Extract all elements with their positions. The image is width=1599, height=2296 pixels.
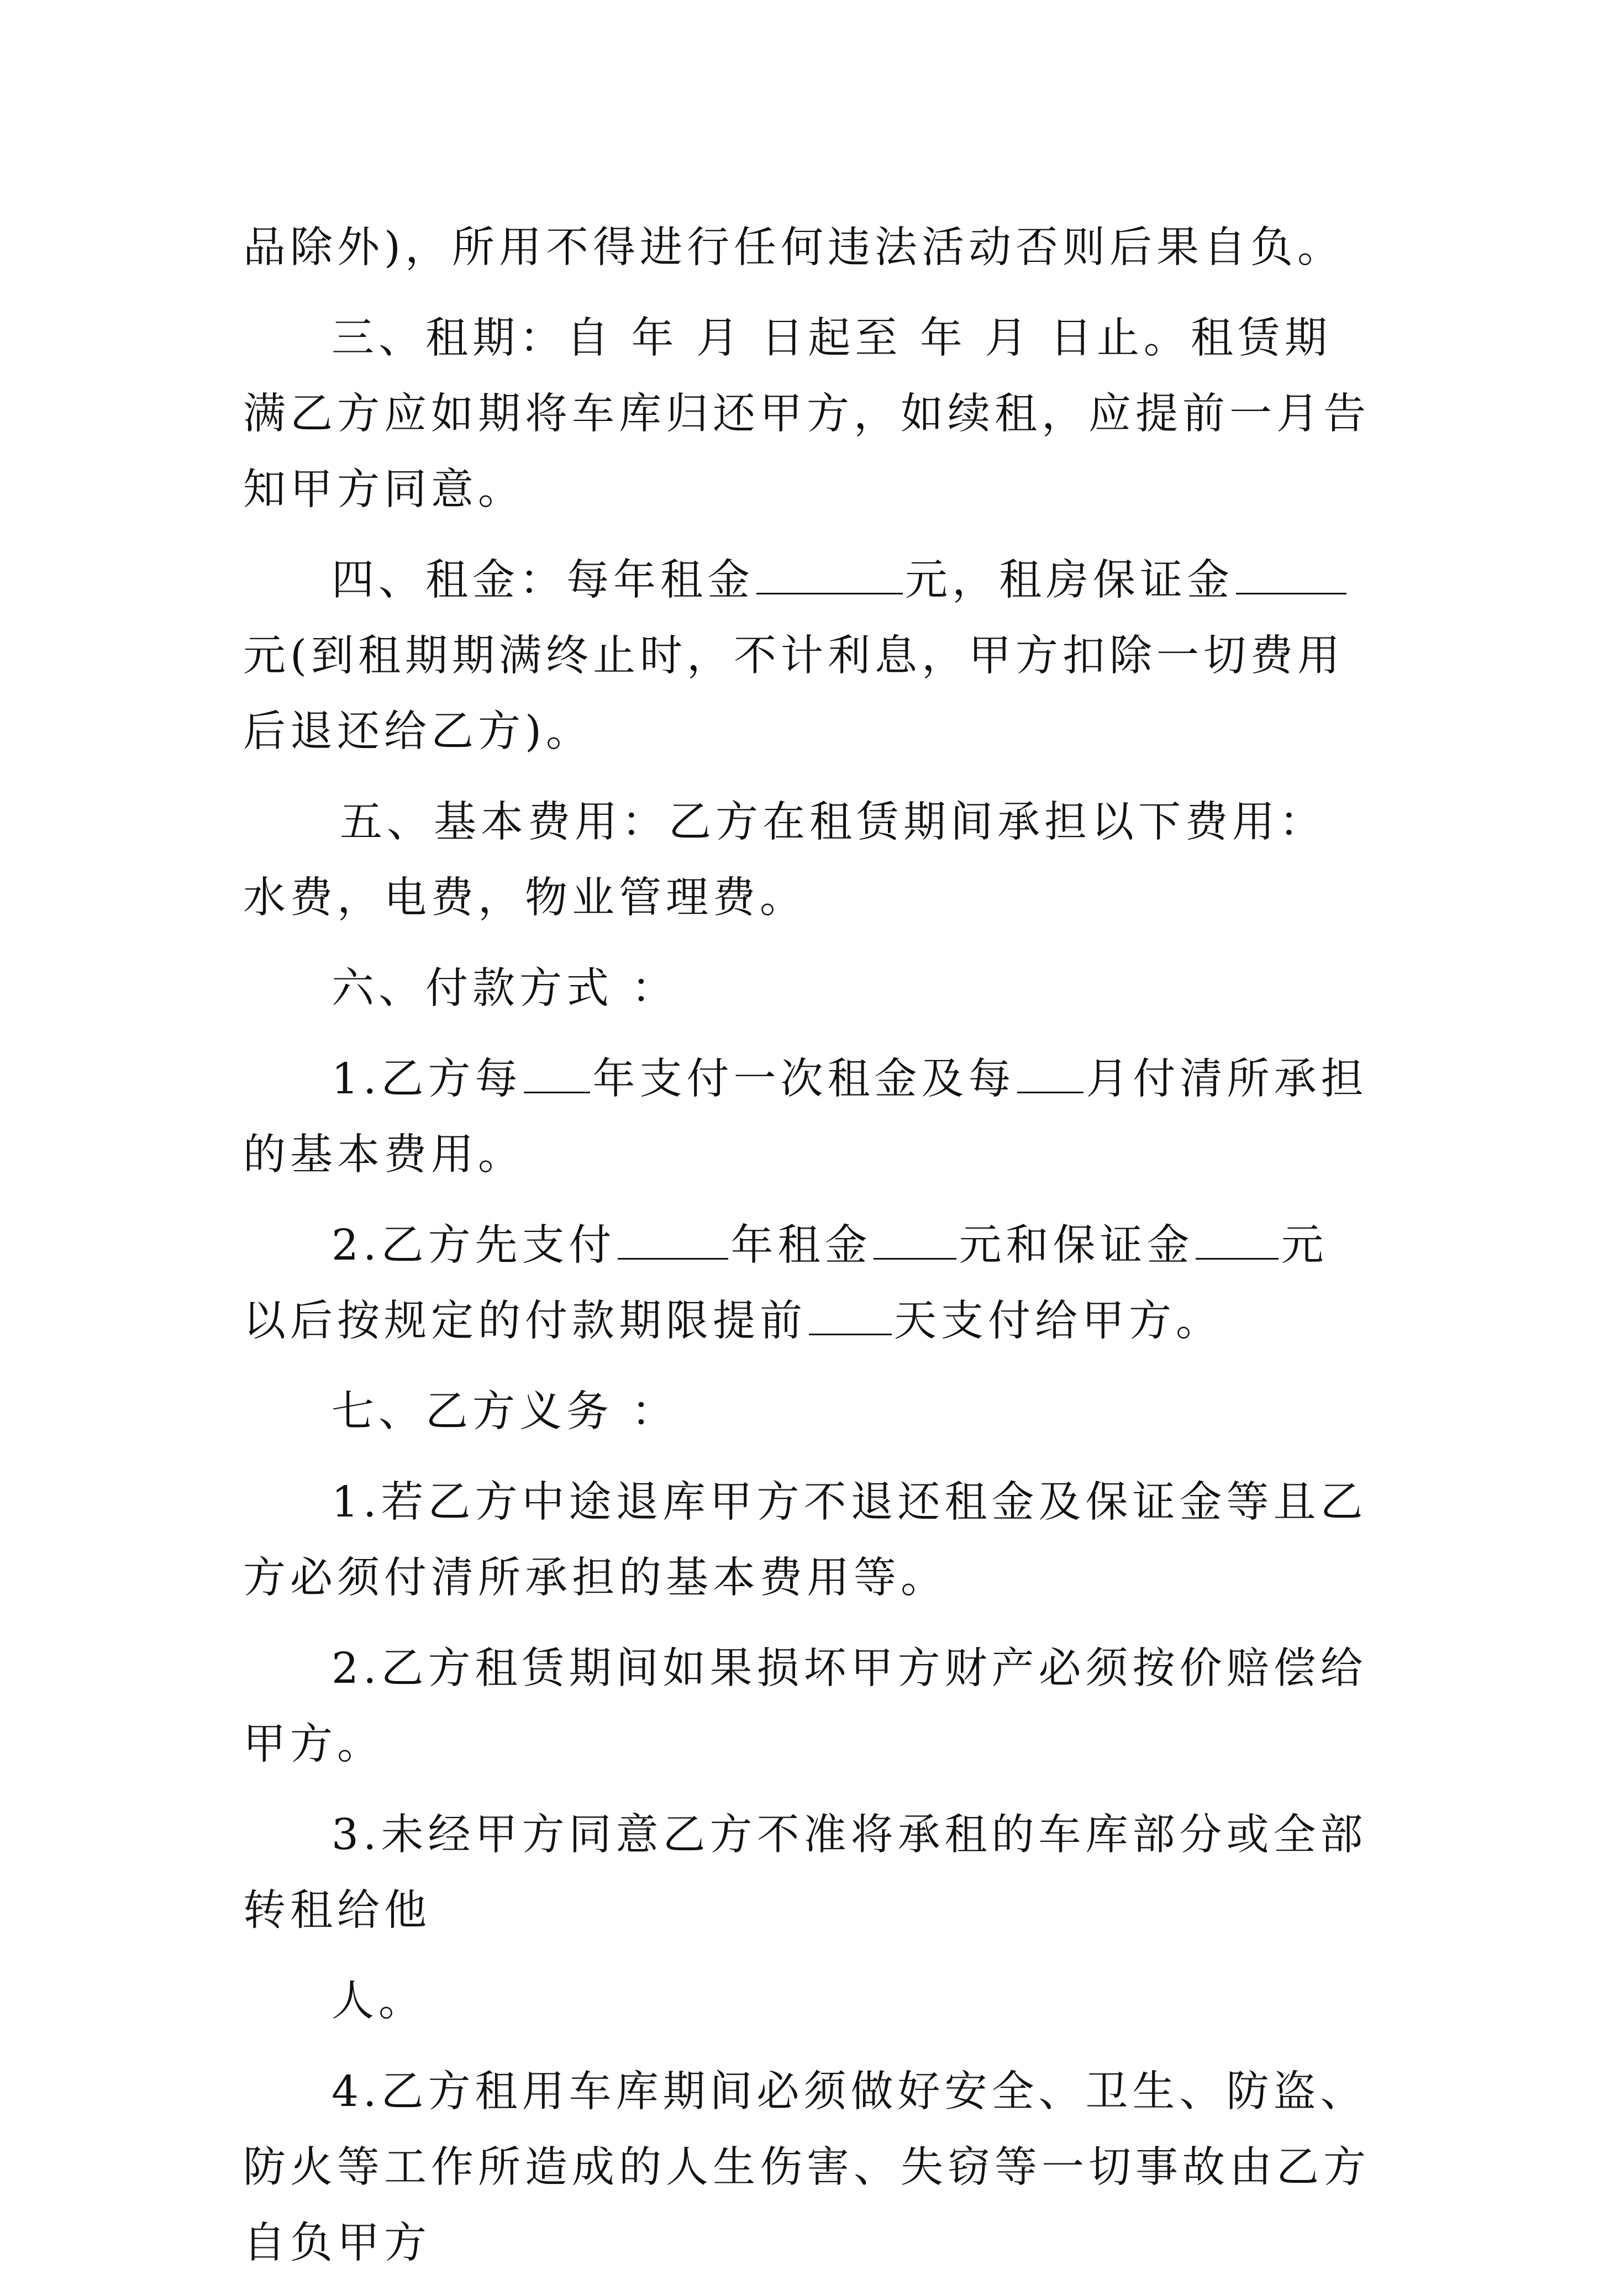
blank-years (524, 1092, 590, 1093)
paragraph-text: 2.乙方先支付 (332, 1221, 616, 1270)
paragraph-text: 1.乙方每 (332, 1055, 522, 1104)
obligation-item-4 (243, 2054, 1370, 2281)
paragraph-text: 3.未经甲方同意乙方不准将承租的车库部分或全部转租给他 (243, 1810, 1367, 1935)
paragraph-text: 七、乙方义务 ： (332, 1387, 678, 1436)
blank-deposit-amount (1196, 1258, 1279, 1260)
paragraph-text: 年支付一次租金及每 (592, 1055, 1016, 1104)
blank-months (1017, 1092, 1083, 1093)
payment-item-1 (243, 1041, 1370, 1193)
clause-payment-heading (243, 951, 1370, 1026)
obligation-item-3 (243, 1797, 1370, 1949)
paragraph-text: 人。 (332, 1977, 425, 2026)
obligation-item-2 (243, 1631, 1370, 1782)
paragraph-text: 元以后按规定的付款期限提前 (243, 1221, 1328, 1346)
blank-annual-rent (756, 593, 903, 594)
paragraph-text: 元，租房保证金 (905, 556, 1234, 605)
paragraph-text: 五、基本费用：乙方在租赁期间承担以下费用：水费，电费，物业管理费。 (243, 798, 1326, 923)
paragraph-text: 元和保证金 (959, 1221, 1194, 1270)
clause-basic-fees (243, 784, 1370, 936)
paragraph-text: 元(到租期期满终止时，不计利息，甲方扣除一切费用后退还给乙方)。 (243, 631, 1345, 756)
blank-years-prepaid (618, 1258, 728, 1260)
paragraph-text: 四、租金：每年租金 (332, 556, 754, 605)
blank-deposit (1236, 593, 1346, 594)
paragraph-text: 年租金 (730, 1221, 872, 1270)
clause-rent (243, 543, 1370, 770)
paragraph-text: 1.若乙方中途退库甲方不退还租金及保证金等且乙方必须付清所承担的基本费用等。 (243, 1478, 1367, 1603)
blank-days-advance (809, 1334, 892, 1335)
payment-item-2 (243, 1208, 1370, 1359)
paragraph-text: 六、付款方式 ： (332, 964, 678, 1013)
obligation-item-1 (243, 1465, 1370, 1616)
contract-body (243, 210, 1370, 2296)
clause-lease-term (243, 301, 1370, 528)
paragraph-continued-clause (243, 210, 1370, 286)
paragraph-text: 月付清所承担的基本费用。 (243, 1055, 1368, 1179)
clause-obligations-heading (243, 1374, 1370, 1450)
paragraph-text: 天支付给甲方。 (894, 1297, 1223, 1346)
obligation-item-3-continued (243, 1963, 1370, 2039)
paragraph-text: 三、租期：自 年 月 日起至 年 月 日止。租赁期满乙方应如期将车库归还甲方，如续租，应提前一月告知甲方同意。 (243, 314, 1370, 514)
paragraph-text: 4.乙方租用车库期间必须做好安全、卫生、防盗、防火等工作所造成的人生伤害、失窃等一切事故由乙方自负甲方 (243, 2067, 1370, 2268)
paragraph-text: 品除外)，所用不得进行任何违法活动否则后果自负。 (243, 223, 1345, 272)
paragraph-text: 2.乙方租赁期间如果损坏甲方财产必须按价赔偿给甲方。 (243, 1644, 1367, 1769)
blank-rent-amount (874, 1258, 956, 1260)
